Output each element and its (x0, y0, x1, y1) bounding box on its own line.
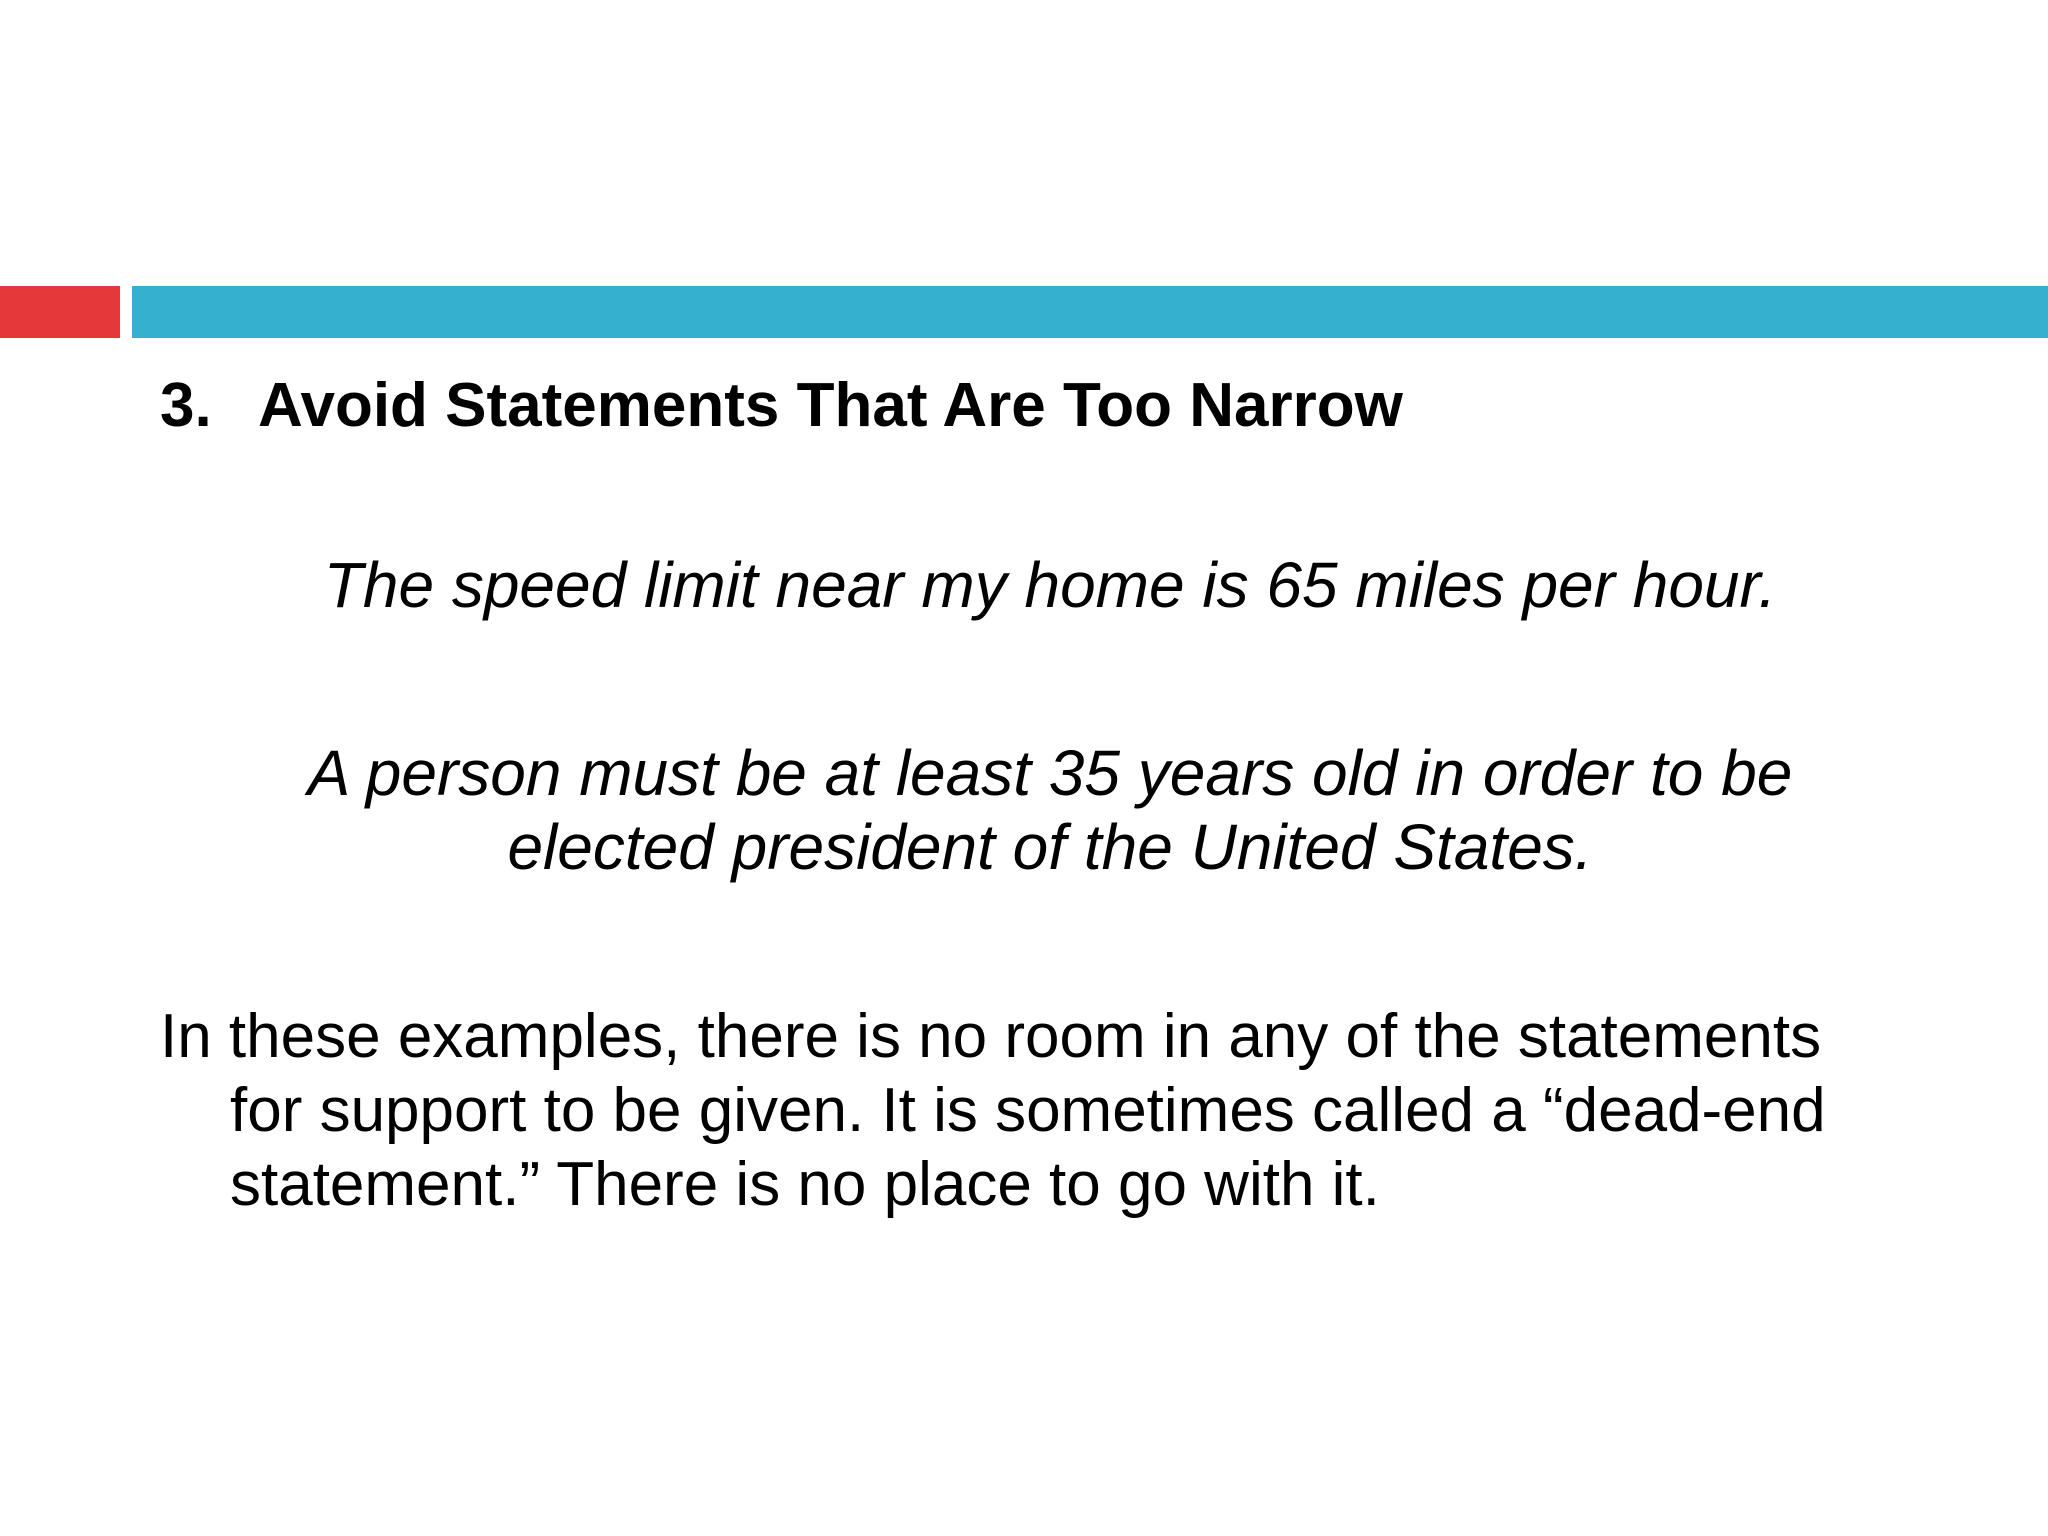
explanation-paragraph: In these examples, there is no room in any of the statements for support to be given. It is sometimes called a “dead-end statement.” There is no place to go with it. (160, 1002, 1826, 1219)
accent-bar-red (0, 286, 120, 338)
heading-title: Avoid Statements That Are Too Narrow (258, 371, 1403, 440)
accent-bar-blue (132, 286, 2048, 338)
example-statement-1: The speed limit near my home is 65 miles per hour. (323, 549, 1777, 621)
slide-heading (160, 368, 1560, 444)
heading-number: 3. (160, 371, 212, 440)
example-statement-2: A person must be at least 35 years old in order to be elected president of the United States. (307, 737, 1793, 883)
